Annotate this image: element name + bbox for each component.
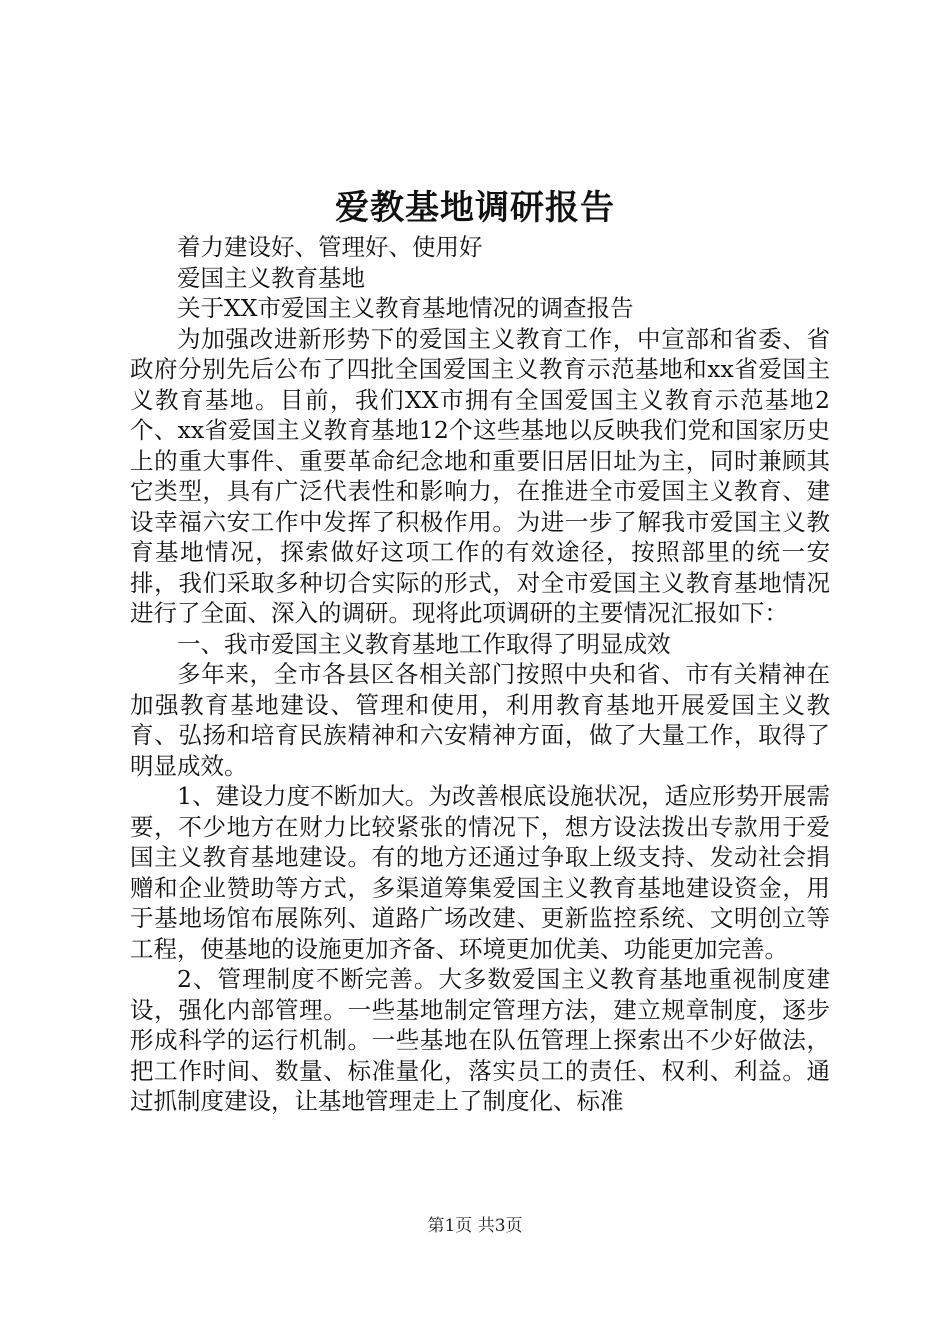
section-heading: 一、我市爱国主义教育基地工作取得了明显成效 bbox=[177, 629, 671, 658]
body-paragraph: 多年来，全市各县区各相关部门按照中央和省、市有关精神在加强教育基地建设、管理和使用，利用教育基地开展爱国主义教育、弘扬和培育民族精神和六安精神方面，做了大量工作，取得了明显成效。 bbox=[130, 660, 830, 780]
document-title: 爱教基地调研报告 bbox=[335, 188, 615, 228]
intro-paragraph: 为加强改进新形势下的爱国主义教育工作，中宣部和省委、省政府分别先后公布了四批全国爱国主义教育示范基地和xx省爱国主义教育基地。目前，我们XX市拥有全国爱国主义教育示范基地2个、xx省爱国主义教育基地12个这些基地以反映我们党和国家历史上的重大事件、重要革命纪念地和重要旧居旧址为主，同时兼顾其它类型，具有广泛代表性和影响力，在推进全市爱国主义教育、建设幸福六安工作中发挥了积极作用。为进一步了解我市爱国主义教育基地情况，探索做好这项工作的有效途径，按照部里的统一安排，我们采取多种切合实际的形式，对全市爱国主义教育基地情况进行了全面、深入的调研。现将此项调研的主要情况汇报如下： bbox=[130, 324, 830, 627]
document-body bbox=[130, 232, 830, 1117]
subtitle-line-2: 爱国主义教育基地 bbox=[177, 263, 365, 292]
subtitle-line-1: 着力建设好、管理好、使用好 bbox=[177, 233, 483, 261]
subtitle-line-3: 关于XX市爱国主义教育基地情况的调查报告 bbox=[177, 294, 634, 322]
body-paragraph: 1、建设力度不断加大。为改善根底设施状况，适应形势开展需要，不少地方在财力比较紧张的情况下，想方设法拨出专款用于爱国主义教育基地建设。有的地方还通过争取上级支持、发动社会捐赠和企业赞助等方式，多渠道筹集爱国主义教育基地建设资金，用于基地场馆布展陈列、道路广场改建、更新监控系统、文明创立等工程，使基地的设施更加齐备、环境更加优美、功能更加完善。 bbox=[130, 782, 830, 963]
page-footer: 第1页 共3页 bbox=[427, 1216, 523, 1236]
body-paragraph: 2、管理制度不断完善。大多数爱国主义教育基地重视制度建设，强化内部管理。一些基地制定管理方法，建立规章制度，逐步形成科学的运行机制。一些基地在队伍管理上探索出不少好做法，把工作时间、数量、标准量化，落实员工的责任、权利、利益。通过抓制度建设，让基地管理走上了制度化、标准 bbox=[130, 965, 830, 1115]
